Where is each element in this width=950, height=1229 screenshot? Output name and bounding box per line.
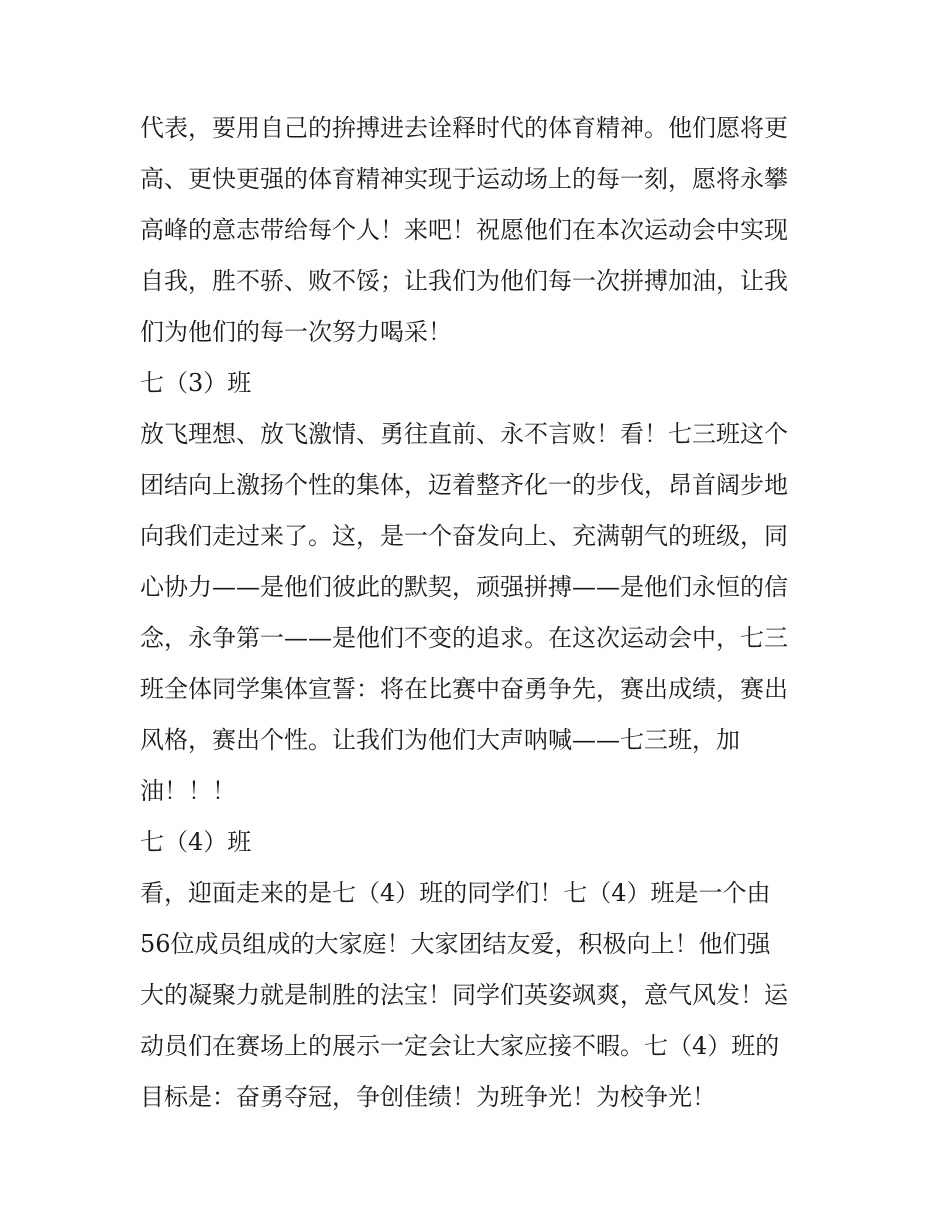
- section-heading-class-3: 七（3）班: [140, 369, 252, 397]
- paragraph-line: 高、更快更强的体育精神实现于运动场上的每一刻，愿将永攀: [140, 165, 788, 193]
- paragraph-line: 动员们在赛场上的展示一定会让大家应接不暇。七（4）班的: [140, 1032, 780, 1060]
- paragraph-line: 心协力——是他们彼此的默契，顽强拼搏——是他们永恒的信: [140, 573, 788, 601]
- paragraph-line: 目标是：奋勇夺冠，争创佳绩！为班争光！为校争光！: [140, 1083, 716, 1111]
- paragraph-line: 高峰的意志带给每个人！来吧！祝愿他们在本次运动会中实现: [140, 216, 788, 244]
- body-text: [140, 103, 820, 1123]
- paragraph-line: 看，迎面走来的是七（4）班的同学们！七（4）班是一个由: [140, 879, 771, 907]
- paragraph-line: 自我，胜不骄、败不馁；让我们为他们每一次拼搏加油，让我: [140, 267, 788, 295]
- paragraph-line: 向我们走过来了。这，是一个奋发向上、充满朝气的班级，同: [140, 522, 788, 550]
- paragraph-line: 风格，赛出个性。让我们为他们大声呐喊——七三班，加: [140, 726, 740, 754]
- paragraph-line: 56位成员组成的大家庭！大家团结友爱，积极向上！他们强: [140, 930, 771, 958]
- paragraph-line: 大的凝聚力就是制胜的法宝！同学们英姿飒爽，意气风发！运: [140, 981, 788, 1009]
- paragraph-line: 班全体同学集体宣誓：将在比赛中奋勇争先，赛出成绩，赛出: [140, 675, 788, 703]
- paragraph-line: 油！！！: [140, 777, 236, 805]
- paragraph-line: 念，永争第一——是他们不变的追求。在这次运动会中，七三: [140, 624, 788, 652]
- paragraph-line: 代表，要用自己的拚搏进去诠释时代的体育精神。他们愿将更: [140, 114, 788, 142]
- paragraph-line: 放飞理想、放飞激情、勇往直前、永不言败！看！七三班这个: [140, 420, 788, 448]
- section-heading-class-4: 七（4）班: [140, 828, 252, 856]
- paragraph-line: 们为他们的每一次努力喝采！: [140, 318, 452, 346]
- paragraph-line: 团结向上激扬个性的集体，迈着整齐化一的步伐，昂首阔步地: [140, 471, 788, 499]
